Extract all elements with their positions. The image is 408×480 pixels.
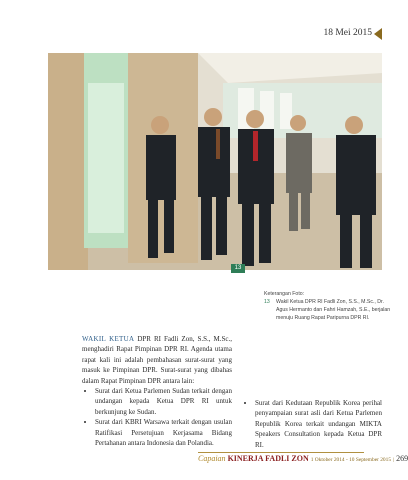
left-column — [82, 334, 232, 448]
photo — [48, 53, 382, 270]
intro-paragraph — [82, 334, 232, 386]
photo-illustration — [48, 53, 382, 270]
caption-title: Keterangan Foto: — [264, 291, 305, 297]
list-item: • Surat dari Ketua Parlemen Sudan terkait dengan undangan kepada Ketua DPR RI untuk berkunjung ke Sudan. — [95, 386, 232, 417]
intro-text: DPR RI Fadli Zon, S.S., M.Sc., menghadiri Rapat Pimpinan DPR RI. Agenda utama rapat kali ini adalah pembahasan surat-surat yang masuk ke Pimpinan DPR. Surat-surat yang dibahas dalam Rapat Pimpinan DPR antara lain: — [82, 335, 232, 385]
photo-number-badge: 13 — [231, 264, 245, 273]
footer-series: Capaian — [198, 454, 226, 463]
bullet-list-left — [82, 386, 232, 448]
date-marker-icon — [374, 28, 382, 40]
list-item: • Surat dari Kedutaan Republik Korea perihal penyampaian surat asli dari Ketua Parlemen Republik Korea terkait undangan MIKTA Speakers Consultation kepada Ketua DPR RI. — [255, 398, 382, 450]
caption-row — [264, 298, 394, 322]
footer-divider — [198, 452, 364, 453]
footer-period: 1 Oktober 2014 - 10 September 2015 — [310, 457, 392, 463]
page-number: 269 — [396, 454, 408, 463]
list-item: • Surat dari KBRI Warsawa terkait dengan usulan Ratifikasi Persetujuan Kerjasama Bidang Pertahanan antara Indonesia dan Polandia. — [95, 417, 232, 448]
footer-title: KINERJA FADLI ZON — [227, 454, 309, 463]
page-footer — [198, 454, 408, 463]
page-date: 18 Mei 2015 — [323, 28, 372, 38]
footer-separator: | — [393, 457, 395, 463]
bullet-list-right — [242, 398, 382, 450]
caption-text: Wakil Ketua DPR RI Fadli Zon, S.S., M.Sc., Dr. Agus Hermanto dan Fahri Hamzah, S.E., berjalan menuju Ruang Rapat Paripurna DPR RI. — [276, 299, 391, 321]
right-column — [242, 398, 382, 450]
caption-number: 13 — [264, 299, 270, 305]
photo-caption — [264, 290, 394, 322]
lead-text: WAKIL KETUA — [82, 335, 135, 343]
